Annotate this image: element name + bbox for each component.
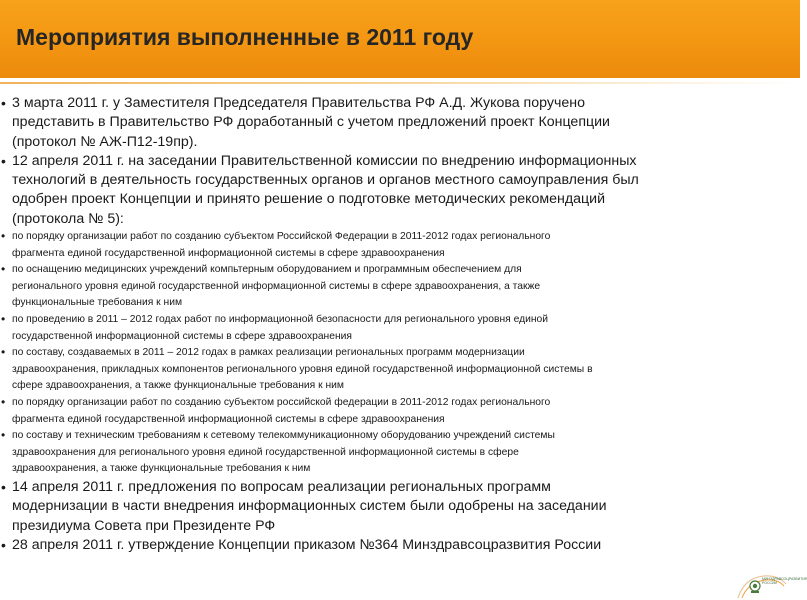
item-text-line: фрагмента единой государственной информационной системы в сфере здравоохранения [12, 247, 445, 259]
item-text-line: сфере здравоохранения, а также функциональные требования к ним [12, 380, 345, 392]
item-text-line: 28 апреля 2011 г. утверждение Концепции приказом №364 Минздравсоцразвития России [12, 536, 602, 553]
bullet-icon: • [1, 262, 6, 277]
bullet-icon: • [1, 152, 6, 169]
item-text-line: по порядку организации работ по созданию субъектом российской федерации в 2011-2012 годах регионального [12, 397, 551, 409]
item-text-line: одобрен проект Концепции и принято решение о подготовке методических рекомендаций [12, 191, 606, 208]
item-text-line: президиума Совета при Президенте РФ [12, 517, 276, 534]
title-bar [0, 0, 800, 78]
recommendation-item [0, 395, 758, 428]
event-item [0, 536, 758, 555]
item-text-line: технологий в деятельность государственных органов и органов местного самоуправления был [12, 172, 639, 189]
title-divider [0, 82, 800, 84]
item-text-line: функциональные требования к ним [12, 297, 183, 309]
ministry-logo-text [762, 577, 807, 585]
item-text-line: 14 апреля 2011 г. предложения по вопросам реализации региональных программ [12, 478, 551, 495]
event-item [0, 94, 758, 152]
bullet-icon: • [1, 395, 6, 410]
recommendation-item [0, 345, 758, 395]
recommendation-item [0, 262, 758, 312]
bullet-icon: • [1, 229, 6, 244]
ministry-logo-line: РОССИИ [762, 581, 778, 585]
item-text-line: государственной информационной системы в сфере здравоохранения [12, 330, 352, 342]
item-text-line: 12 апреля 2011 г. на заседании Правительственной комиссии по внедрению информационных [12, 152, 637, 169]
item-text-line: здравоохранения для регионального уровня единой государственной информационной системы в сфере [12, 446, 519, 458]
bullet-icon: • [1, 428, 6, 443]
bullet-icon: • [1, 478, 6, 495]
bullet-icon: • [1, 536, 6, 553]
item-text-line: модернизации в части внедрения информационных систем были одобрены на заседании [12, 498, 607, 515]
item-text-line: (протокол № АЖ-П12-19пр). [12, 133, 198, 150]
item-text-line: по порядку организации работ по созданию субъектом Российской Федерации в 2011-2012 годах регионального [12, 231, 551, 243]
bullet-icon: • [1, 312, 6, 327]
recommendation-item [0, 428, 758, 478]
item-text-line: по оснащению медицинских учреждений компьтерным оборудованием и программным обеспечением для [12, 264, 522, 276]
ministry-logo-line: МИНЗДРАВСОЦРАЗВИТИЯ [762, 577, 807, 581]
item-text-line: фрагмента единой государственной информационной системы в сфере здравоохранения [12, 413, 445, 425]
item-text-line: здравоохранения, а также функциональные требования к ним [12, 463, 311, 475]
event-item [0, 478, 758, 536]
bullet-icon: • [1, 95, 6, 111]
recommendation-item [0, 229, 758, 262]
recommendation-item [0, 312, 758, 345]
item-text-line: по проведению в 2011 – 2012 годах работ по информационной безопасности для регионального уровня единой [12, 314, 549, 326]
item-text-line: здравоохранения, прикладных компонентов регионального уровня единой государственной информационной системы в [12, 363, 593, 375]
item-text-line: представить в Правительство РФ доработанный с учетом предложений проект Концепции [12, 114, 610, 131]
event-item [0, 152, 758, 229]
item-text-line: (протокола № 5): [12, 210, 124, 227]
item-text-line: регионального уровня единой государственной информационной системы в сфере здравоохранения, а также [12, 280, 541, 292]
bullet-icon: • [1, 345, 6, 360]
item-text-line: по составу и техническим требованиям к сетевому телекоммуникационному оборудованию учреждений системы [12, 430, 555, 442]
event-list [0, 94, 758, 555]
item-text-line: 3 марта 2011 г. у Заместителя Председателя Правительства РФ А.Д. Жукова поручено [12, 95, 585, 111]
item-text-line: по составу, создаваемых в 2011 – 2012 годах в рамках реализации региональных программ модернизации [12, 347, 525, 359]
slide-title: Мероприятия выполненные в 2011 году [16, 24, 474, 50]
